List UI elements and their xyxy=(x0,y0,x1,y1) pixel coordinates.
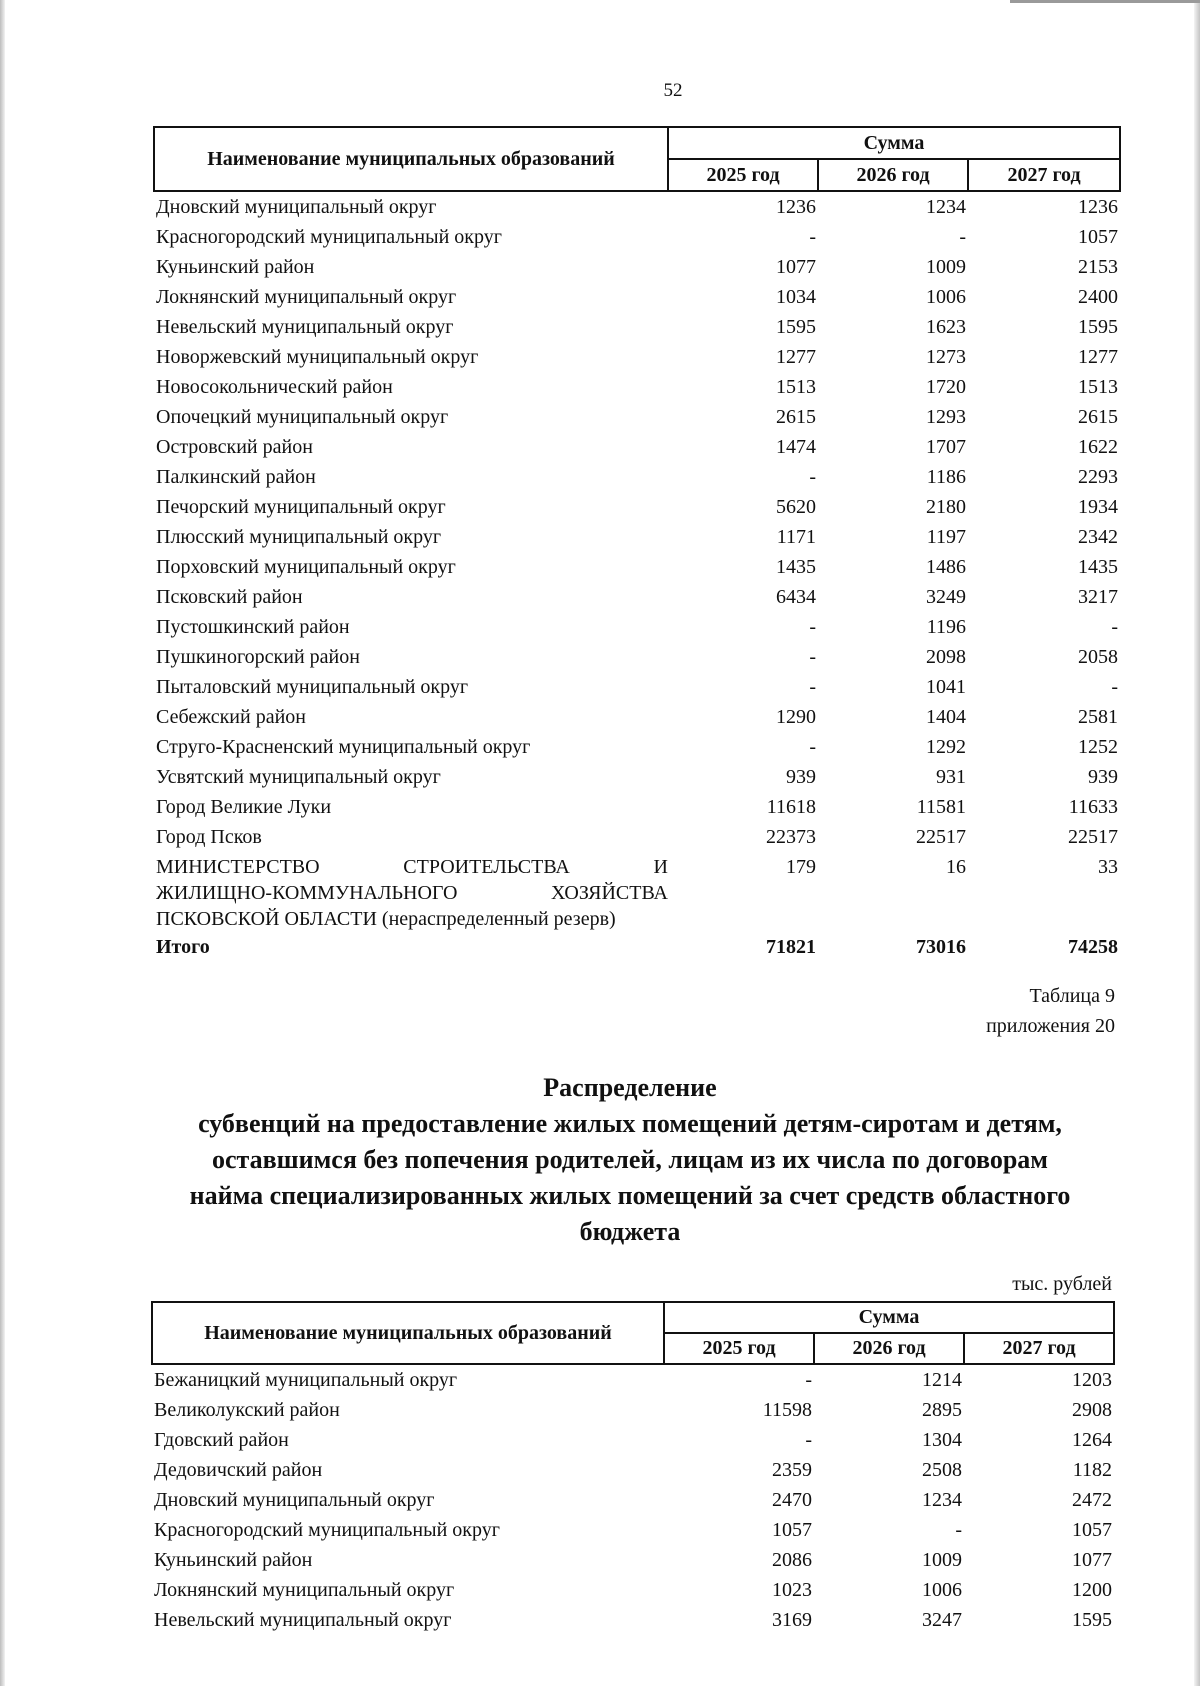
value-2027: 939 xyxy=(1088,766,1119,788)
row-name: Порховский муниципальный округ xyxy=(156,556,456,578)
value-2027: 1595 xyxy=(1072,1609,1113,1631)
table-row xyxy=(154,432,1120,462)
value-2026: 22517 xyxy=(916,826,966,848)
table-row xyxy=(152,1605,1114,1635)
ministry-value-2026: 16 xyxy=(946,856,966,878)
scan-border-right xyxy=(1194,0,1200,1686)
value-2027: 1264 xyxy=(1072,1429,1113,1451)
table1-header-year: 2026 год xyxy=(818,159,968,191)
value-2025: 1023 xyxy=(772,1579,812,1601)
value-2027: 1277 xyxy=(1078,346,1119,368)
table-2 xyxy=(151,1301,1115,1635)
ministry-value-2027: 33 xyxy=(1098,856,1119,878)
value-2025: 1171 xyxy=(776,526,816,548)
table-row xyxy=(152,1545,1114,1575)
row-name: Невельский муниципальный округ xyxy=(156,316,454,338)
value-2025: - xyxy=(809,616,816,638)
value-2026: - xyxy=(959,226,966,248)
value-2026: 1404 xyxy=(926,706,966,728)
value-2027: 2153 xyxy=(1078,256,1119,278)
table-row xyxy=(154,672,1120,702)
value-2026: 2098 xyxy=(926,646,966,668)
value-2027: 2615 xyxy=(1078,406,1119,428)
value-2026: - xyxy=(955,1519,962,1541)
value-2027: 3217 xyxy=(1078,586,1119,608)
value-2026: 3249 xyxy=(926,586,966,608)
value-2027: 2342 xyxy=(1078,526,1119,548)
value-2027: 1595 xyxy=(1078,316,1119,338)
value-2025: 6434 xyxy=(776,586,816,608)
value-2025: 2359 xyxy=(772,1459,812,1481)
section-title-line: Распределение xyxy=(543,1073,717,1102)
row-name: Печорский муниципальный округ xyxy=(156,496,446,518)
value-2026: 1292 xyxy=(926,736,966,758)
table2-header-year: 2026 год xyxy=(814,1333,964,1364)
value-2027: 2400 xyxy=(1078,286,1119,308)
total-2026: 73016 xyxy=(916,936,966,958)
value-2027: 1057 xyxy=(1078,226,1119,248)
value-2026: 1720 xyxy=(926,376,966,398)
row-name: Пыталовский муниципальный округ xyxy=(156,676,469,698)
table1-header-year: 2027 год xyxy=(968,159,1120,191)
value-2027: 1077 xyxy=(1072,1549,1113,1571)
value-2026: 3247 xyxy=(922,1609,962,1631)
value-2025: - xyxy=(809,646,816,668)
value-2027: 2472 xyxy=(1072,1489,1113,1511)
value-2026: 1234 xyxy=(922,1489,962,1511)
value-2026: 1273 xyxy=(926,346,966,368)
table1-header-sum: Сумма xyxy=(668,127,1120,159)
value-2027: 1057 xyxy=(1072,1519,1113,1541)
appendix-label: приложения 20 xyxy=(986,1015,1115,1037)
table-row xyxy=(154,191,1120,222)
value-2026: 1293 xyxy=(926,406,966,428)
section-title-line: оставшимся без попечения родителей, лицам из их числа по договорам xyxy=(211,1145,1049,1174)
row-name: Псковский район xyxy=(156,586,303,608)
table2-body xyxy=(152,1364,1114,1635)
total-row xyxy=(154,932,1120,962)
table2-header-sum: Сумма xyxy=(664,1302,1114,1333)
table-row xyxy=(152,1575,1114,1605)
table2-header-name: Наименование муниципальных образований xyxy=(152,1302,664,1364)
value-2026: 1009 xyxy=(922,1549,962,1571)
row-name: Дновский муниципальный округ xyxy=(156,196,437,218)
row-name: Невельский муниципальный округ xyxy=(154,1609,452,1631)
row-name: Красногородский муниципальный округ xyxy=(156,226,502,248)
table-1 xyxy=(153,126,1121,962)
value-2025: 1290 xyxy=(776,706,816,728)
value-2026: 1006 xyxy=(926,286,966,308)
row-name: Пушкиногорский район xyxy=(156,646,360,668)
table-row xyxy=(152,1395,1114,1425)
value-2025: - xyxy=(809,676,816,698)
value-2027: 1622 xyxy=(1078,436,1119,458)
row-name: Локнянский муниципальный округ xyxy=(156,286,457,308)
ministry-line-2: ЖИЛИЩНО-КОММУНАЛЬНОГО ХОЗЯЙСТВА xyxy=(156,882,668,904)
table-row xyxy=(154,342,1120,372)
section-title-line: субвенций на предоставление жилых помещений детям-сиротам и детям, xyxy=(198,1109,1062,1138)
value-2026: 931 xyxy=(936,766,966,788)
value-2025: 2615 xyxy=(776,406,816,428)
table-row xyxy=(154,702,1120,732)
row-name: Дедовичский район xyxy=(154,1459,323,1481)
value-2026: 1304 xyxy=(922,1429,962,1451)
value-2026: 1197 xyxy=(926,526,966,548)
table-row xyxy=(154,372,1120,402)
table-row xyxy=(154,402,1120,432)
value-2025: 2086 xyxy=(772,1549,812,1571)
value-2026: 11581 xyxy=(916,796,966,818)
value-2026: 1006 xyxy=(922,1579,962,1601)
section-title-line: найма специализированных жилых помещений за счет средств областного xyxy=(189,1181,1071,1210)
table-row xyxy=(154,582,1120,612)
table-row xyxy=(154,762,1120,792)
value-2026: 1196 xyxy=(926,616,966,638)
value-2026: 1486 xyxy=(926,556,966,578)
table-row xyxy=(154,852,1120,932)
ministry-line-3: ПСКОВСКОЙ ОБЛАСТИ (нераспределенный резерв) xyxy=(156,908,616,930)
value-2026: 1234 xyxy=(926,196,966,218)
value-2025: 1435 xyxy=(776,556,816,578)
value-2027: 1513 xyxy=(1078,376,1119,398)
value-2025: - xyxy=(809,736,816,758)
table-row xyxy=(154,612,1120,642)
ministry-row-name xyxy=(154,852,668,932)
value-2025: 1277 xyxy=(776,346,816,368)
table-row xyxy=(152,1485,1114,1515)
value-2025: 3169 xyxy=(772,1609,812,1631)
value-2026: 2508 xyxy=(922,1459,962,1481)
value-2026: 2895 xyxy=(922,1399,962,1421)
table1-body xyxy=(154,191,1120,852)
value-2027: 1200 xyxy=(1072,1579,1113,1601)
row-name: Красногородский муниципальный округ xyxy=(154,1519,500,1541)
value-2025: 11618 xyxy=(766,796,816,818)
table-row xyxy=(152,1425,1114,1455)
value-2026: 1186 xyxy=(926,466,966,488)
value-2025: 5620 xyxy=(776,496,816,518)
value-2025: 1077 xyxy=(776,256,816,278)
row-name: Город Псков xyxy=(156,826,262,848)
value-2027: 22517 xyxy=(1068,826,1119,848)
value-2026: 1623 xyxy=(926,316,966,338)
value-2027: 1236 xyxy=(1078,196,1119,218)
value-2025: 1595 xyxy=(776,316,816,338)
value-2025: - xyxy=(809,466,816,488)
ministry-value-2025: 179 xyxy=(786,856,816,878)
table-row xyxy=(154,522,1120,552)
total-2027: 74258 xyxy=(1068,936,1119,958)
row-name: Дновский муниципальный округ xyxy=(154,1489,435,1511)
table-row xyxy=(154,552,1120,582)
section-title xyxy=(140,1070,1120,1250)
row-name: Великолукский район xyxy=(154,1399,340,1421)
page-number: 52 xyxy=(663,80,683,101)
table-row xyxy=(154,462,1120,492)
table-number-label: Таблица 9 xyxy=(1029,985,1115,1007)
value-2025: - xyxy=(809,226,816,248)
value-2027: 2908 xyxy=(1072,1399,1113,1421)
table2-header-year: 2027 год xyxy=(964,1333,1114,1364)
value-2026: 2180 xyxy=(926,496,966,518)
table-row xyxy=(154,792,1120,822)
value-2026: 1214 xyxy=(922,1369,962,1391)
section-title-line: бюджета xyxy=(579,1217,681,1246)
value-2025: - xyxy=(805,1429,812,1451)
value-2025: 1057 xyxy=(772,1519,812,1541)
scan-border-top xyxy=(1010,0,1200,3)
value-2027: 1435 xyxy=(1078,556,1119,578)
total-2025: 71821 xyxy=(766,936,816,958)
value-2025: 11598 xyxy=(762,1399,812,1421)
table-row xyxy=(154,282,1120,312)
row-name: Куньинский район xyxy=(154,1549,313,1571)
ministry-line-1: МИНИСТЕРСТВО СТРОИТЕЛЬСТВА И xyxy=(156,856,668,878)
row-name: Пустошкинский район xyxy=(156,616,350,638)
table-row xyxy=(154,252,1120,282)
value-2025: 1034 xyxy=(776,286,816,308)
row-name: Бежаницкий муниципальный округ xyxy=(154,1369,458,1391)
units-note: тыс. рублей xyxy=(1012,1273,1112,1295)
table-row xyxy=(154,822,1120,852)
row-name: Струго-Красненский муниципальный округ xyxy=(156,736,531,758)
table-row xyxy=(152,1515,1114,1545)
table-row xyxy=(154,492,1120,522)
row-name: Новоржевский муниципальный округ xyxy=(156,346,479,368)
row-name: Новосокольнический район xyxy=(156,376,393,398)
scan-border-left xyxy=(0,0,5,1686)
table-row xyxy=(154,642,1120,672)
value-2027: 11633 xyxy=(1068,796,1119,818)
table2-header-year: 2025 год xyxy=(664,1333,814,1364)
value-2026: 1707 xyxy=(926,436,966,458)
table1-header-year: 2025 год xyxy=(668,159,818,191)
total-label: Итого xyxy=(156,936,210,958)
value-2027: 1203 xyxy=(1072,1369,1113,1391)
value-2027: - xyxy=(1111,616,1119,638)
value-2025: 1474 xyxy=(776,436,816,458)
row-name: Усвятский муниципальный округ xyxy=(156,766,441,788)
value-2027: 2058 xyxy=(1078,646,1119,668)
row-name: Палкинский район xyxy=(156,466,316,488)
table-row xyxy=(154,732,1120,762)
value-2027: 1182 xyxy=(1072,1459,1113,1481)
value-2026: 1041 xyxy=(926,676,966,698)
table1-ministry-section xyxy=(154,852,1120,962)
value-2025: 1513 xyxy=(776,376,816,398)
value-2027: 1934 xyxy=(1078,496,1119,518)
row-name: Гдовский район xyxy=(154,1429,289,1451)
row-name: Опочецкий муниципальный округ xyxy=(156,406,449,428)
row-name: Островский район xyxy=(156,436,313,458)
table-row xyxy=(152,1364,1114,1395)
table-row xyxy=(154,312,1120,342)
table-row xyxy=(152,1455,1114,1485)
row-name: Куньинский район xyxy=(156,256,315,278)
row-name: Локнянский муниципальный округ xyxy=(154,1579,455,1601)
row-name: Город Великие Луки xyxy=(156,796,332,818)
value-2025: 939 xyxy=(786,766,816,788)
value-2027: 2581 xyxy=(1078,706,1119,728)
table-row xyxy=(154,222,1120,252)
value-2027: - xyxy=(1111,676,1119,698)
value-2027: 1252 xyxy=(1078,736,1119,758)
value-2025: - xyxy=(805,1369,812,1391)
value-2025: 22373 xyxy=(766,826,816,848)
row-name: Плюсский муниципальный округ xyxy=(156,526,442,548)
row-name: Себежский район xyxy=(156,706,306,728)
value-2025: 1236 xyxy=(776,196,816,218)
value-2027: 2293 xyxy=(1078,466,1119,488)
value-2025: 2470 xyxy=(772,1489,812,1511)
table1-header-name: Наименование муниципальных образований xyxy=(154,127,668,191)
value-2026: 1009 xyxy=(926,256,966,278)
